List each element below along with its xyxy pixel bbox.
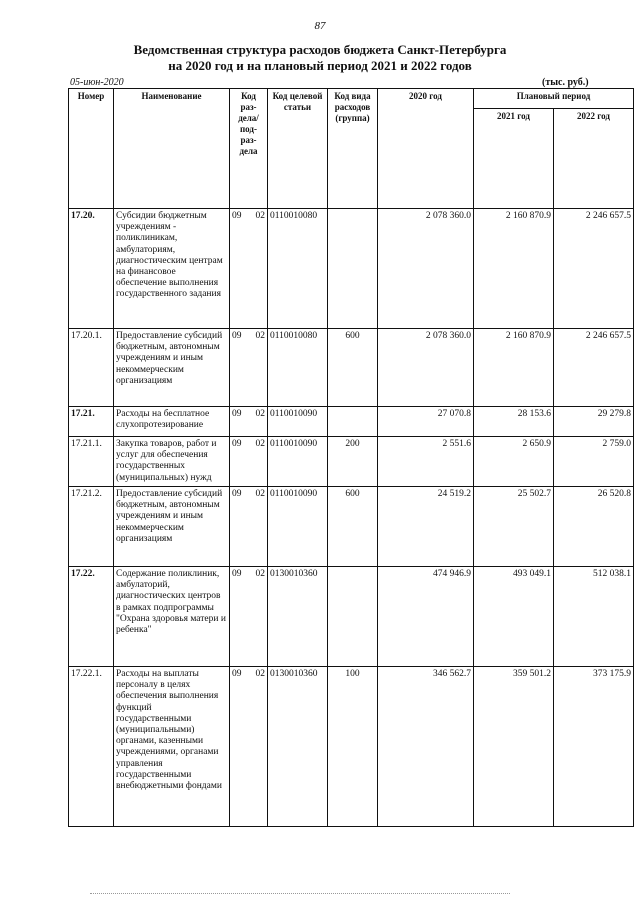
budget-table xyxy=(68,88,634,827)
row-amount-2021: 2 650.9 xyxy=(474,437,554,487)
header-section-code: Код раз-дела/ под-раз-дела xyxy=(230,89,268,209)
row-expense-type: 600 xyxy=(328,329,378,407)
row-number: 17.20.1. xyxy=(69,329,114,407)
row-section-code: 09 02 xyxy=(230,567,268,667)
row-target-code: 0110010080 xyxy=(268,329,328,407)
row-target-code: 0110010090 xyxy=(268,407,328,437)
table-row xyxy=(69,487,634,567)
row-name: Расходы на бесплатное слухопротезирование xyxy=(114,407,230,437)
table-body xyxy=(69,209,634,827)
page-number: 87 xyxy=(314,20,326,32)
row-name: Содержание поликлиник, амбулаторий, диагностических центров в рамках подпрограммы "Охрана здоровья матери и ребенка" xyxy=(114,567,230,667)
row-amount-2021: 359 501.2 xyxy=(474,667,554,827)
row-amount-2020: 346 562.7 xyxy=(378,667,474,827)
row-amount-2020: 2 551.6 xyxy=(378,437,474,487)
row-amount-2022: 29 279.8 xyxy=(554,407,634,437)
row-amount-2021: 2 160 870.9 xyxy=(474,209,554,329)
title-line-2: на 2020 год и на плановый период 2021 и 2022 годов xyxy=(168,58,472,73)
header-year-2021: 2021 год xyxy=(474,109,554,209)
row-target-code: 0110010090 xyxy=(268,437,328,487)
row-amount-2020: 474 946.9 xyxy=(378,567,474,667)
row-amount-2022: 512 038.1 xyxy=(554,567,634,667)
table-row xyxy=(69,437,634,487)
row-expense-type xyxy=(328,407,378,437)
row-number: 17.22.1. xyxy=(69,667,114,827)
header-expense-type-code: Код вида расходов (группа) xyxy=(328,89,378,209)
row-amount-2021: 25 502.7 xyxy=(474,487,554,567)
table-row xyxy=(69,329,634,407)
header-planned-period: Плановый период xyxy=(474,89,634,109)
row-name: Закупка товаров, работ и услуг для обеспечения государственных (муниципальных) нужд xyxy=(114,437,230,487)
row-section-code: 09 02 xyxy=(230,437,268,487)
row-amount-2022: 2 246 657.5 xyxy=(554,329,634,407)
row-expense-type: 600 xyxy=(328,487,378,567)
row-target-code: 0110010090 xyxy=(268,487,328,567)
row-amount-2022: 2 759.0 xyxy=(554,437,634,487)
document-date: 05-июн-2020 xyxy=(70,77,124,88)
table-row xyxy=(69,407,634,437)
row-number: 17.21. xyxy=(69,407,114,437)
row-target-code: 0130010360 xyxy=(268,667,328,827)
row-target-code: 0110010080 xyxy=(268,209,328,329)
header-year-2020: 2020 год xyxy=(378,89,474,209)
row-section-code: 09 02 xyxy=(230,209,268,329)
row-number: 17.21.1. xyxy=(69,437,114,487)
row-amount-2021: 2 160 870.9 xyxy=(474,329,554,407)
row-name: Субсидии бюджетным учреждениям - поликлиникам, амбулаториям, диагностическим центрам на финансовое обеспечение выполнения государственного задания xyxy=(114,209,230,329)
row-amount-2020: 27 070.8 xyxy=(378,407,474,437)
row-expense-type xyxy=(328,209,378,329)
footer-scan-artifact xyxy=(90,893,510,896)
row-section-code: 09 02 xyxy=(230,667,268,827)
table-row xyxy=(69,667,634,827)
row-section-code: 09 02 xyxy=(230,487,268,567)
row-name: Предоставление субсидий бюджетным, автономным учреждениям и иным некоммерческим организациям xyxy=(114,487,230,567)
row-amount-2022: 26 520.8 xyxy=(554,487,634,567)
row-expense-type: 200 xyxy=(328,437,378,487)
row-expense-type: 100 xyxy=(328,667,378,827)
row-amount-2020: 24 519.2 xyxy=(378,487,474,567)
table-header xyxy=(69,89,634,209)
document-title xyxy=(0,42,640,74)
header-number: Номер xyxy=(69,89,114,209)
row-expense-type xyxy=(328,567,378,667)
row-name: Расходы на выплаты персоналу в целях обеспечения выполнения функций государственными (муниципальными) органами, казенными учреждениями, органами управления государственными внебюджетными фондами xyxy=(114,667,230,827)
table-row xyxy=(69,209,634,329)
row-amount-2021: 493 049.1 xyxy=(474,567,554,667)
header-year-2022: 2022 год xyxy=(554,109,634,209)
row-number: 17.22. xyxy=(69,567,114,667)
row-name: Предоставление субсидий бюджетным, автономным учреждениям и иным некоммерческим организациям xyxy=(114,329,230,407)
row-amount-2020: 2 078 360.0 xyxy=(378,209,474,329)
row-target-code: 0130010360 xyxy=(268,567,328,667)
row-section-code: 09 02 xyxy=(230,407,268,437)
header-target-code: Код целевой статьи xyxy=(268,89,328,209)
row-section-code: 09 02 xyxy=(230,329,268,407)
row-amount-2022: 2 246 657.5 xyxy=(554,209,634,329)
row-amount-2021: 28 153.6 xyxy=(474,407,554,437)
header-name: Наименование xyxy=(114,89,230,209)
row-number: 17.21.2. xyxy=(69,487,114,567)
title-line-1: Ведомственная структура расходов бюджета Санкт-Петербурга xyxy=(133,42,507,57)
row-number: 17.20. xyxy=(69,209,114,329)
table-row xyxy=(69,567,634,667)
row-amount-2022: 373 175.9 xyxy=(554,667,634,827)
row-amount-2020: 2 078 360.0 xyxy=(378,329,474,407)
units-label: (тыс. руб.) xyxy=(542,77,589,88)
